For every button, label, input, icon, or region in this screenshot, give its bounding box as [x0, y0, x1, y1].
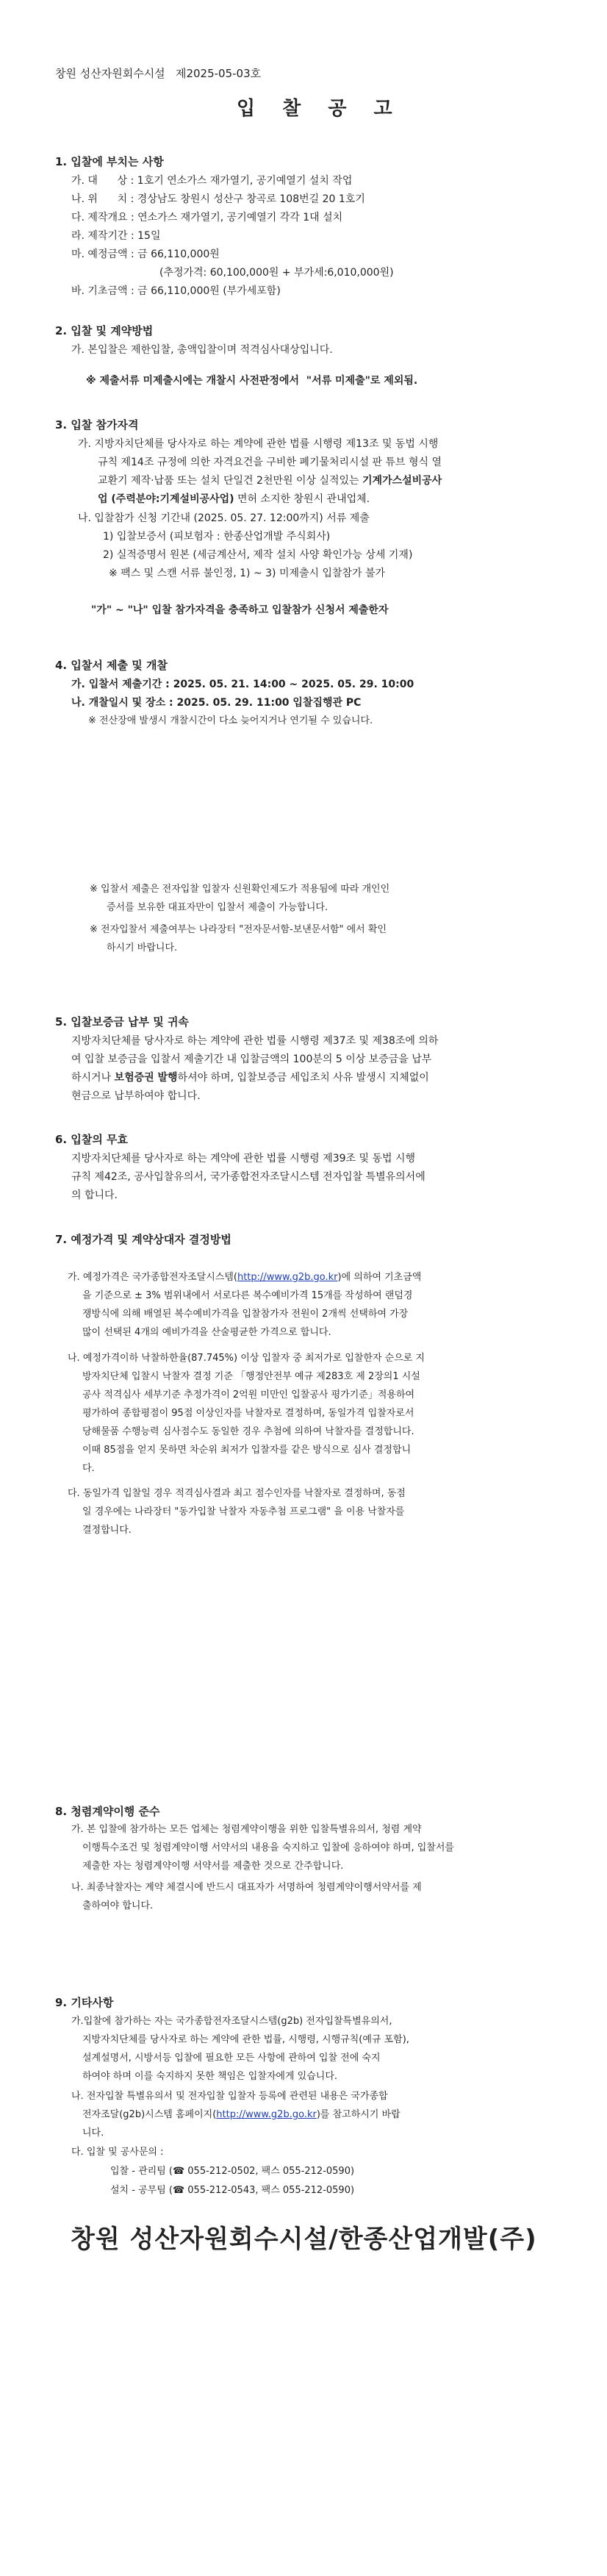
s8-item-a-line2: 이행특수조건 및 청렴계약이행 서약서의 내용을 숙지하고 입찰에 응하여야 하며, 입찰서를 — [82, 1842, 454, 1853]
s9-item-a-line3: 설계설명서, 시방서등 입찰에 필요한 모든 사항에 관하여 입찰 전에 숙지 — [82, 2053, 381, 2064]
section-heading-5: 5. 입찰보증금 납부 및 귀속 — [55, 1015, 189, 1028]
s9-item-a-line4: 하여야 하며 이를 숙지하지 못한 책임은 입찰자에게 있습니다. — [82, 2071, 338, 2082]
s7-item-b-line7: 다. — [82, 1463, 95, 1474]
s7-item-b-line3: 공사 적격심사 세부기준 추정가격이 2억원 미만인 입찰공사 평가기준」적용하여 — [82, 1389, 415, 1400]
page-title: 입 찰 공 고 — [237, 98, 403, 120]
s1-item-e-detail: (추정가격: 60,100,000원 + 부가세:6,010,000원) — [159, 267, 394, 279]
s9-item-b-line1: 나. 전자입찰 특별유의서 및 전자입찰 입찰자 등록에 관련된 내용은 국가종합 — [71, 2091, 388, 2102]
s3-item-a-line3: 교환기 제작·납품 또는 설치 단일건 2천만원 이상 실적있는 기계가스설비공사 — [98, 475, 442, 487]
s4-note-3-line2: 하시기 바랍니다. — [107, 942, 178, 954]
s5-line-4: 현금으로 납부하여야 합니다. — [71, 1090, 201, 1102]
issuer-signature: 창원 성산자원회수시설/한종산업개발(주) — [71, 2225, 537, 2254]
s8-item-a-line1: 가. 본 입찰에 참가하는 모든 업체는 청렴계약이행을 위한 입찰특별유의서, 청렴 계약 — [71, 1824, 422, 1835]
s2-note: ※ 제출서류 미제출시에는 개찰시 사전판정에서 "서류 미제출"로 제외됨. — [86, 375, 418, 387]
s3-item-a-line2: 규칙 제14조 규정에 의한 자격요건을 구비한 폐기물처리시설 판 튜브 형식 열 — [98, 457, 442, 468]
s4-note-2-line1: ※ 입찰서 제출은 전자입찰 입찰자 신원확인제도가 적용됨에 따라 개인인 — [90, 884, 390, 895]
s3-item-a-line4: 업 (주력분야:기계설비공사업) 면허 소지한 창원시 관내업체. — [98, 493, 370, 505]
section-heading-7: 7. 예정가격 및 계약상대자 결정방법 — [55, 1233, 231, 1246]
s7-item-c-line3: 결정합니다. — [82, 1525, 132, 1536]
s3-doc-1: 1) 입찰보증서 (피보험자 : 한종산업개발 주식회사) — [103, 531, 331, 543]
s7-item-b-line5: 당해물품 수행능력 심사점수도 동일한 경우 추첨에 의하여 낙찰자를 결정합니다. — [82, 1426, 414, 1437]
s9-item-a-line1: 가.입찰에 참가하는 자는 국가종합전자조달시스템(g2b) 전자입찰특별유의서, — [71, 2016, 392, 2027]
s6-line-1: 지방자치단체를 당사자로 하는 계약에 관한 법률 시행령 제39조 및 동법 시행 — [71, 1153, 416, 1164]
s7-item-a-line4: 많이 선택된 4개의 예비가격을 산술평균한 가격으로 합니다. — [82, 1327, 331, 1338]
s1-item-c: 다. 제작개요 : 연소가스 재가열기, 공기예열기 각각 1대 설치 — [71, 212, 343, 223]
s4-note-3-line1: ※ 전자입찰서 제출여부는 나라장터 "전자문서함-보낸문서함" 에서 확인 — [90, 924, 387, 935]
s7-item-c-line2: 일 경우에는 나라장터 "동가입찰 낙찰자 자동추첨 프로그램" 을 이용 낙찰자를 — [82, 1506, 405, 1517]
s7-item-b-line1: 나. 예정가격이하 낙찰하한율(87.745%) 이상 입찰자 중 최저가로 입찰한자 순으로 지 — [68, 1353, 425, 1364]
s8-item-b-line1: 나. 최종낙찰자는 계약 체결시에 반드시 대표자가 서명하여 청렴계약이행서약서를 제 — [71, 1882, 422, 1893]
s4-note-1: ※ 전산장애 발생시 개찰시간이 다소 늦어지거나 연기될 수 있습니다. — [88, 715, 373, 726]
s7-item-a-line1: 가. 예정가격은 국가종합전자조달시스템(http://www.g2b.go.kr)에 의하여 기초금액 — [68, 1272, 422, 1283]
s5-line-1: 지방자치단체를 당사자로 하는 계약에 관한 법률 시행령 제37조 및 제38조에 의하 — [71, 1035, 439, 1047]
s9-item-b-line2: 전자조달(g2b)시스템 홈페이지(http://www.g2b.go.kr)를 참고하시기 바랍 — [82, 2109, 401, 2120]
s4-note-2-line2: 증서를 보유한 대표자만이 입찰서 제출이 가능합니다. — [107, 902, 328, 913]
s3-note: ※ 팩스 및 스캔 서류 불인정, 1) ~ 3) 미제출시 입찰참가 불가 — [109, 568, 386, 579]
s9-item-b-line3: 니다. — [82, 2128, 104, 2139]
s7-item-b-line2: 방자치단체 입찰시 낙찰자 결정 기준 「행정안전부 예규 제283호 제 2장의1 시설 — [82, 1371, 420, 1382]
section-heading-2: 2. 입찰 및 계약방법 — [55, 324, 154, 337]
section-heading-4: 4. 입찰서 제출 및 개찰 — [55, 659, 168, 672]
s3-item-a-line1: 가. 지방자치단체를 당사자로 하는 계약에 관한 법률 시행령 제13조 및 동법 시행 — [78, 438, 439, 450]
section-heading-6: 6. 입찰의 무효 — [55, 1133, 129, 1146]
s1-item-d: 라. 제작기간 : 15일 — [71, 230, 161, 242]
s1-item-e: 마. 예정금액 : 금 66,110,000원 — [71, 248, 220, 260]
g2b-homepage-link[interactable]: http://www.g2b.go.kr — [216, 2109, 317, 2120]
s9-contact-bid: 입찰 - 관리팀 (☎ 055-212-0502, 팩스 055-212-0590) — [110, 2166, 355, 2177]
s7-item-c-line1: 다. 동일가격 입찰일 경우 적격심사결과 최고 점수인자를 낙찰자로 결정하며, 동점 — [68, 1488, 406, 1499]
section-heading-1: 1. 입찰에 부치는 사항 — [55, 155, 164, 168]
section-heading-8: 8. 청렴계약이행 준수 — [55, 1805, 160, 1818]
s7-item-a-line2: 을 기준으로 ± 3% 범위내에서 서로다른 복수예비가격 15개를 작성하여 랜덤경 — [82, 1290, 413, 1301]
s9-item-c: 다. 입찰 및 공사문의 : — [71, 2147, 164, 2158]
s7-item-b-line6: 이때 85점을 얻지 못하면 차순위 최저가 입찰자를 같은 방식으로 심사 결정합니 — [82, 1445, 412, 1456]
s9-item-a-line2: 지방자치단체를 당사자로 하는 계약에 관한 법률, 시행령, 시행규칙(예규 포함), — [82, 2034, 409, 2045]
s5-line-2: 여 입찰 보증금을 입찰서 제출기간 내 입찰금액의 100분의 5 이상 보증금을 납부 — [71, 1053, 432, 1065]
s4-item-b: 나. 개찰일시 및 장소 : 2025. 05. 29. 11:00 입찰집행관 PC — [71, 697, 362, 709]
s6-line-3: 의 합니다. — [71, 1189, 118, 1201]
s1-item-f: 바. 기초금액 : 금 66,110,000원 (부가세포함) — [71, 285, 281, 297]
s3-item-b: 나. 입찰참가 신청 기간내 (2025. 05. 27. 12:00까지) 서류 제출 — [78, 512, 370, 524]
s4-item-a: 가. 입찰서 제출기간 : 2025. 05. 21. 14:00 ~ 2025. 05. 29. 10:00 — [71, 679, 414, 690]
s3-summary: "가" ~ "나" 입찰 참가자격을 충족하고 입찰참가 신청서 제출한자 — [91, 604, 389, 616]
s3-doc-2: 2) 실적증명서 원본 (세금계산서, 제작 설치 사양 확인가능 상세 기재) — [103, 549, 413, 561]
s5-line-3: 하시거나 보험증권 발행하셔야 하며, 입찰보증금 세입조치 사유 발생시 지체없이 — [71, 1072, 429, 1084]
s7-item-a-line3: 쟁방식에 의해 배열된 복수예비가격을 입찰참가자 전원이 2개씩 선택하여 가장 — [82, 1309, 409, 1320]
section-heading-3: 3. 입찰 참가자격 — [55, 418, 139, 432]
s8-item-a-line3: 제출한 자는 청렴계약이행 서약서를 제출한 것으로 간주합니다. — [82, 1861, 344, 1872]
section-heading-9: 9. 기타사항 — [55, 1996, 114, 2009]
s1-item-b: 나. 위 치 : 경상남도 창원시 성산구 창곡로 108번길 20 1호기 — [71, 193, 365, 205]
s9-contact-install: 설치 - 공무팀 (☎ 055-212-0543, 팩스 055-212-0590) — [110, 2185, 355, 2196]
g2b-link[interactable]: http://www.g2b.go.kr — [237, 1272, 338, 1283]
doc-number: 창원 성산자원회수시설 제2025-05-03호 — [55, 67, 262, 80]
s7-item-b-line4: 평가하여 종합평점이 95점 이상인자를 낙찰자로 결정하며, 동일가격 입찰자로서 — [82, 1408, 414, 1419]
s6-line-2: 규칙 제42조, 공사입찰유의서, 국가종합전자조달시스템 전자입찰 특별유의서에 — [71, 1171, 425, 1183]
s2-item-a: 가. 본입찰은 제한입찰, 총액입찰이며 적격심사대상입니다. — [71, 344, 333, 356]
s1-item-a: 가. 대 상 : 1호기 연소가스 재가열기, 공기예열기 설치 작업 — [71, 175, 353, 187]
s8-item-b-line2: 출하여야 합니다. — [82, 1900, 154, 1911]
